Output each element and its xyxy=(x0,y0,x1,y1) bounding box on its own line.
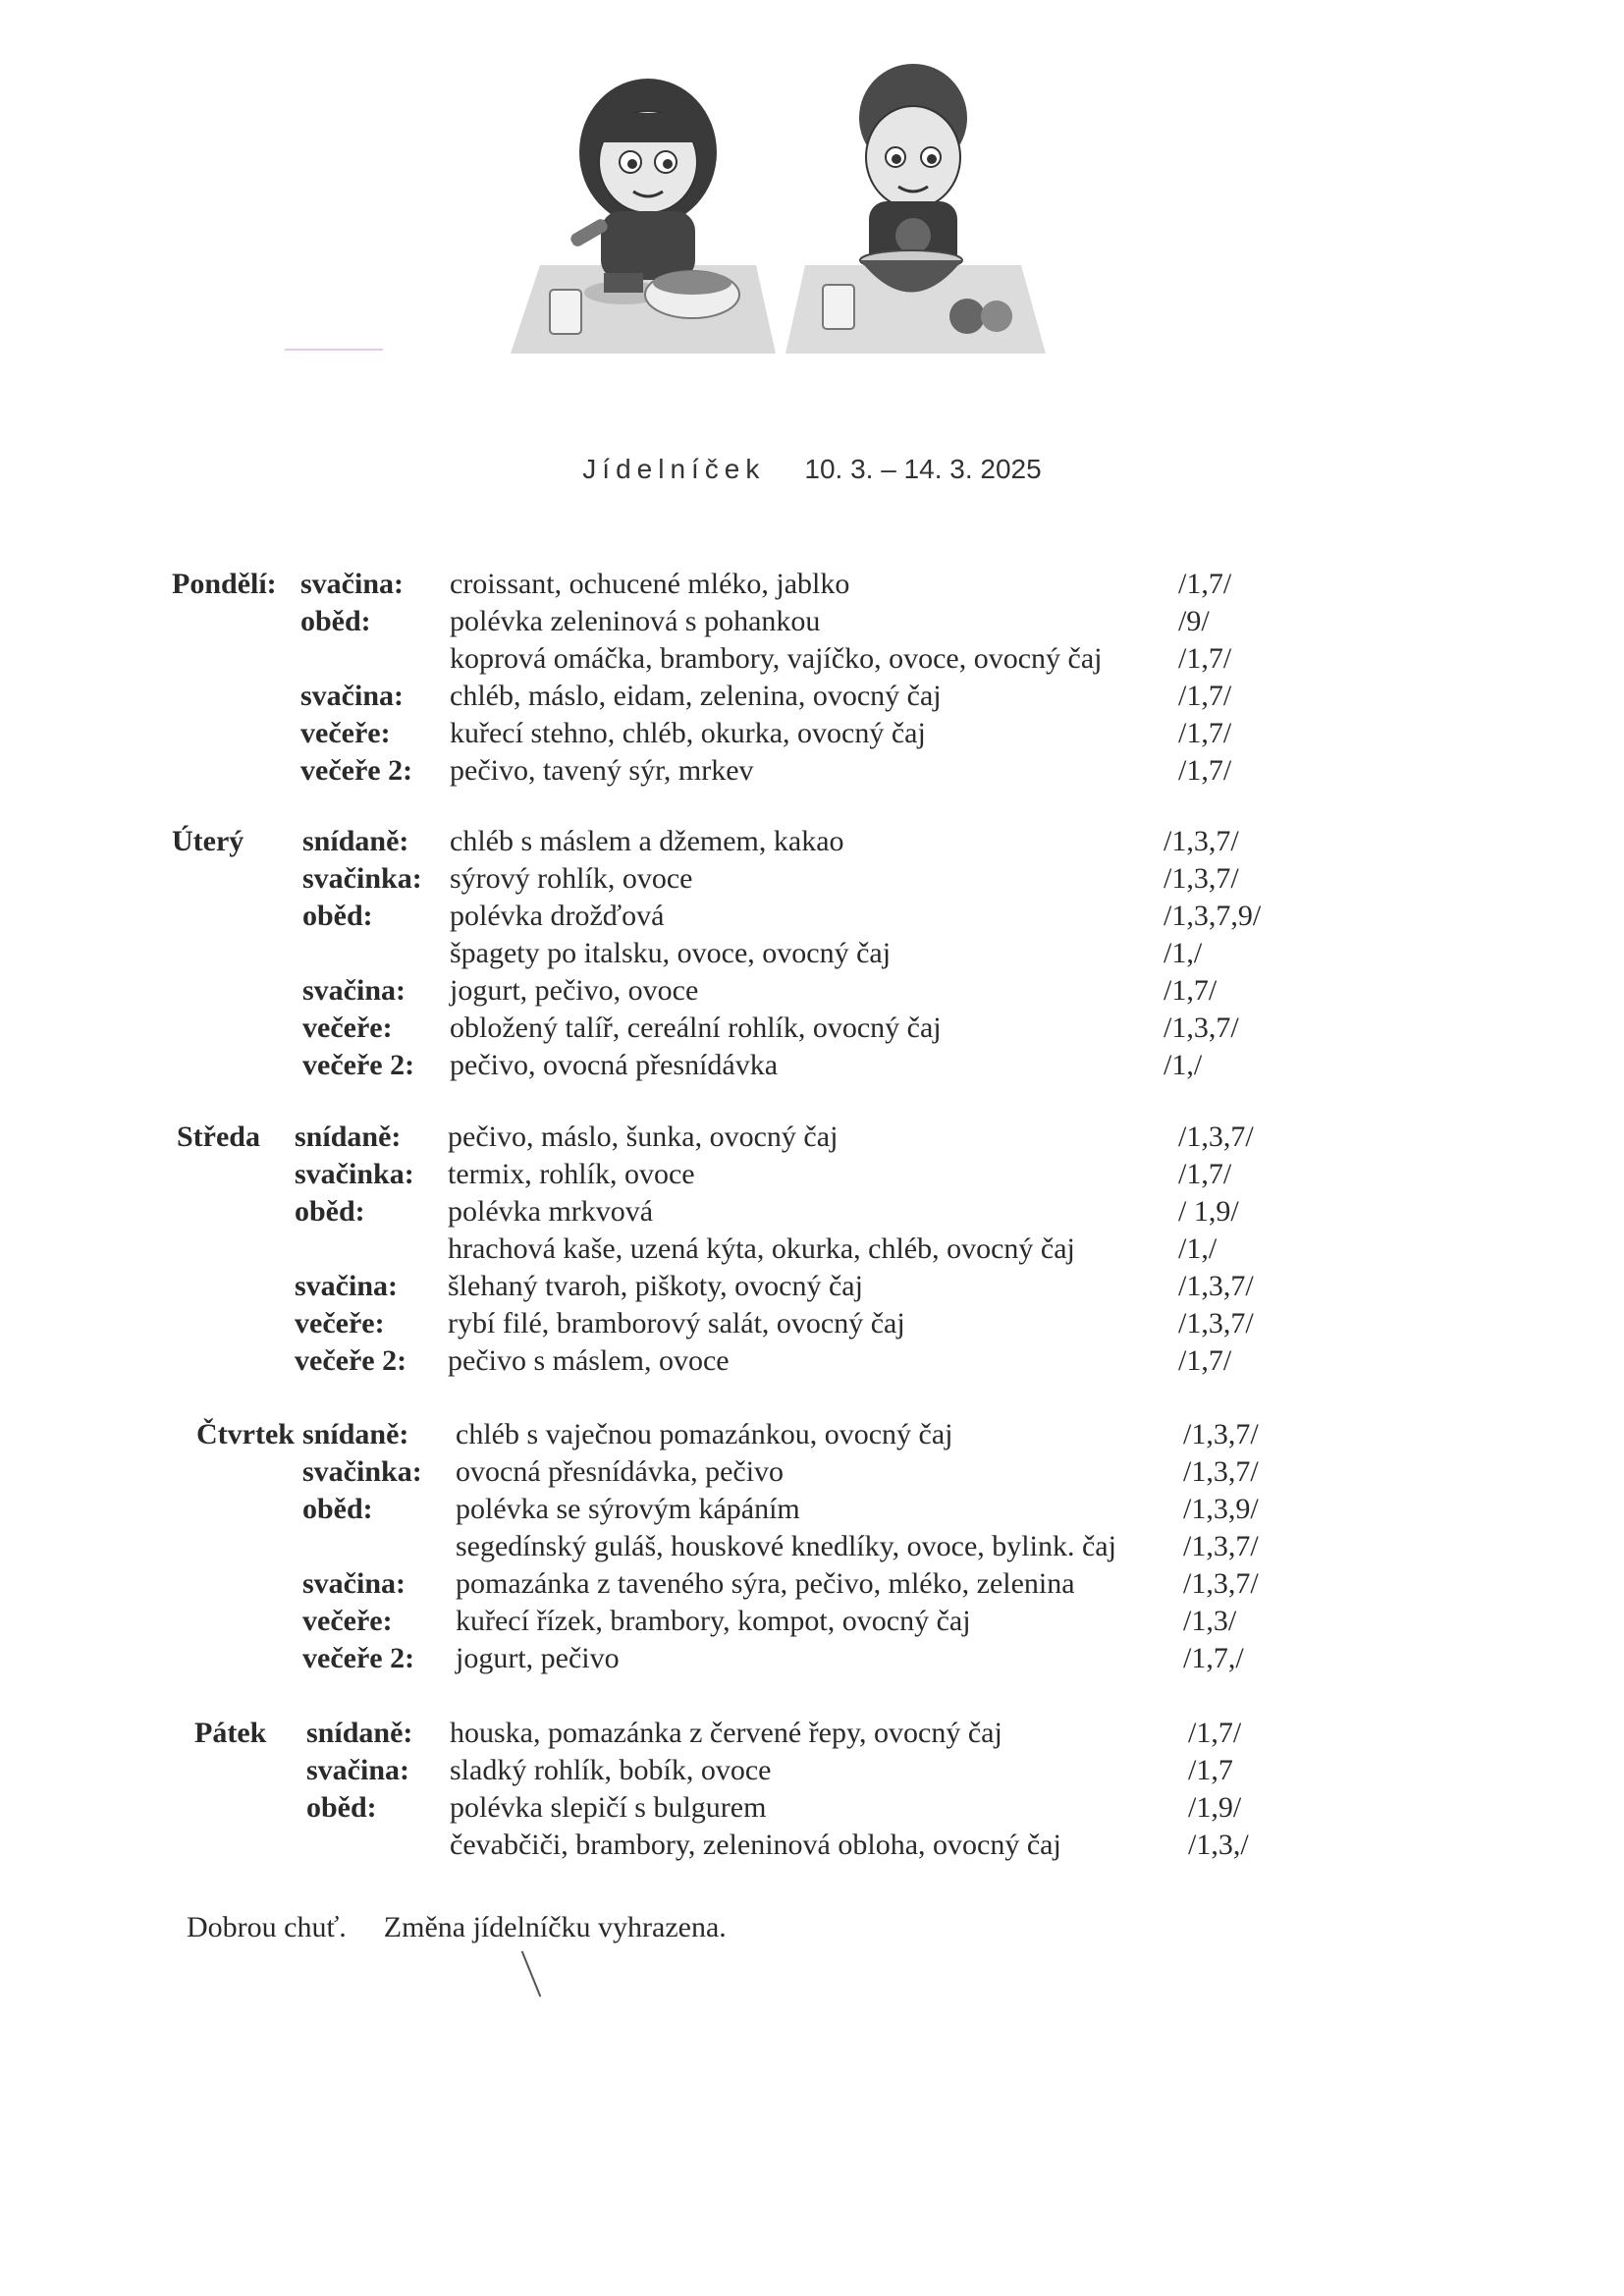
meal-label: oběd: xyxy=(300,605,371,637)
dish-text: jogurt, pečivo, ovoce xyxy=(450,974,699,1007)
title-word: Jídelníček xyxy=(582,454,766,484)
meal-label: oběd: xyxy=(302,900,373,932)
meal-label: oběd: xyxy=(306,1791,377,1824)
dish-text: sýrový rohlík, ovoce xyxy=(450,862,693,895)
girl-figure xyxy=(568,79,717,280)
allergen-codes: /1,3,7/ xyxy=(1178,1307,1254,1339)
meal-label: oběd: xyxy=(295,1195,365,1228)
pen-stroke xyxy=(521,1950,542,1996)
allergen-codes: /1,/ xyxy=(1164,937,1203,969)
meal-label: snídaně: xyxy=(302,825,409,857)
dish-text: šlehaný tvaroh, piškoty, ovocný čaj xyxy=(448,1270,863,1302)
dish-text: polévka mrkvová xyxy=(448,1195,654,1228)
allergen-codes: /1,3,9/ xyxy=(1183,1493,1259,1525)
meal-label: večeře: xyxy=(295,1307,385,1339)
allergen-codes: /1,3,7/ xyxy=(1183,1567,1259,1600)
dish-text: rybí filé, bramborový salát, ovocný čaj xyxy=(448,1307,905,1339)
allergen-codes: /1,3,/ xyxy=(1188,1829,1249,1861)
dish-text: čevabčiči, brambory, zeleninová obloha, ovocný čaj xyxy=(450,1829,1061,1861)
meal-label: večeře 2: xyxy=(302,1642,415,1674)
allergen-codes: /1,3,7/ xyxy=(1164,1011,1239,1044)
dish-text: pomazánka z taveného sýra, pečivo, mléko, zelenina xyxy=(456,1567,1075,1600)
dish-text: polévka drožďová xyxy=(450,900,665,932)
allergen-codes: /1,7/ xyxy=(1178,1158,1232,1190)
boy-figure xyxy=(859,64,967,275)
day-label: Pondělí: xyxy=(172,568,277,600)
meal-label: svačina: xyxy=(302,974,406,1007)
allergen-codes: /1,3,7/ xyxy=(1164,862,1239,895)
allergen-codes: /1,7/ xyxy=(1188,1717,1242,1749)
allergen-codes: /1,7/ xyxy=(1178,568,1232,600)
meal-label: snídaně: xyxy=(295,1121,402,1153)
dish-text: chléb s vaječnou pomazánkou, ovocný čaj xyxy=(456,1418,953,1450)
allergen-codes: /1,9/ xyxy=(1188,1791,1242,1824)
dish-text: polévka slepičí s bulgurem xyxy=(450,1791,767,1824)
dish-text: sladký rohlík, bobík, ovoce xyxy=(450,1754,772,1786)
allergen-codes: /1,7/ xyxy=(1164,974,1218,1007)
meal-label: večeře 2: xyxy=(295,1344,407,1377)
day-label: Čtvrtek xyxy=(196,1418,295,1450)
children-eating-illustration xyxy=(511,59,1060,363)
dish-text: chléb, máslo, eidam, zelenina, ovocný čaj xyxy=(450,680,942,712)
allergen-codes: /1,7,/ xyxy=(1183,1642,1244,1674)
dish-text: hrachová kaše, uzená kýta, okurka, chléb, ovocný čaj xyxy=(448,1232,1075,1265)
meal-label: snídaně: xyxy=(306,1717,413,1749)
allergen-codes: /1,7 xyxy=(1188,1754,1233,1786)
meal-label: snídaně: xyxy=(302,1418,409,1450)
greeting: Dobrou chuť. xyxy=(187,1911,347,1943)
dish-text: pečivo, ovocná přesnídávka xyxy=(450,1049,779,1081)
meal-label: svačina: xyxy=(302,1567,406,1600)
allergen-codes: /1,7/ xyxy=(1178,717,1232,749)
allergen-codes: /1,/ xyxy=(1178,1232,1218,1265)
dish-text: pečivo s máslem, ovoce xyxy=(448,1344,730,1377)
allergen-codes: /1,3/ xyxy=(1183,1605,1237,1637)
dish-text: kuřecí stehno, chléb, okurka, ovocný čaj xyxy=(450,717,926,749)
dish-text: pečivo, máslo, šunka, ovocný čaj xyxy=(448,1121,839,1153)
meal-label: svačinka: xyxy=(302,862,422,895)
allergen-codes: /1,3,7/ xyxy=(1183,1418,1259,1450)
meal-label: svačinka: xyxy=(295,1158,414,1190)
meal-label: večeře 2: xyxy=(302,1049,415,1081)
allergen-codes: /1,7/ xyxy=(1178,680,1232,712)
allergen-codes: /1,7/ xyxy=(1178,642,1232,675)
meal-label: večeře: xyxy=(300,717,391,749)
meal-label: svačina: xyxy=(300,680,404,712)
dish-text: polévka se sýrovým kápáním xyxy=(456,1493,800,1525)
meal-label: svačina: xyxy=(295,1270,398,1302)
meal-label: večeře: xyxy=(302,1011,393,1044)
dish-text: houska, pomazánka z červené řepy, ovocný čaj xyxy=(450,1717,1002,1749)
footer xyxy=(187,1911,764,1944)
stray-mark xyxy=(285,349,383,351)
allergen-codes: /9/ xyxy=(1178,605,1210,637)
meal-label: večeře: xyxy=(302,1605,393,1637)
dish-text: kuřecí řízek, brambory, kompot, ovocný čaj xyxy=(456,1605,971,1637)
day-label: Úterý xyxy=(172,825,244,857)
dish-text: croissant, ochucené mléko, jablko xyxy=(450,568,850,600)
allergen-codes: /1,3,7/ xyxy=(1183,1455,1259,1488)
allergen-codes: /1,7/ xyxy=(1178,1344,1232,1377)
day-label: Středa xyxy=(177,1121,260,1153)
allergen-codes: /1,3,7,9/ xyxy=(1164,900,1262,932)
allergen-codes: /1,7/ xyxy=(1178,754,1232,787)
meal-label: svačina: xyxy=(306,1754,409,1786)
meal-label: oběd: xyxy=(302,1493,373,1525)
dish-text: segedínský guláš, houskové knedlíky, ovoce, bylink. čaj xyxy=(456,1530,1116,1562)
dish-text: pečivo, tavený sýr, mrkev xyxy=(450,754,754,787)
meal-label: svačina: xyxy=(300,568,404,600)
meal-label: večeře 2: xyxy=(300,754,413,787)
dish-text: jogurt, pečivo xyxy=(456,1642,620,1674)
day-label: Pátek xyxy=(194,1717,267,1749)
allergen-codes: /1,3,7/ xyxy=(1178,1270,1254,1302)
allergen-codes: /1,3,7/ xyxy=(1178,1121,1254,1153)
menu-change-note: Změna jídelníčku vyhrazena. xyxy=(383,1911,727,1943)
allergen-codes: /1,/ xyxy=(1164,1049,1203,1081)
dish-text: koprová omáčka, brambory, vajíčko, ovoce, ovocný čaj xyxy=(450,642,1103,675)
dish-text: ovocná přesnídávka, pečivo xyxy=(456,1455,785,1488)
meal-label: svačinka: xyxy=(302,1455,422,1488)
dish-text: polévka zeleninová s pohankou xyxy=(450,605,821,637)
menu-title xyxy=(0,454,1624,485)
dish-text: termix, rohlík, ovoce xyxy=(448,1158,695,1190)
allergen-codes: /1,3,7/ xyxy=(1164,825,1239,857)
dish-text: chléb s máslem a džemem, kakao xyxy=(450,825,844,857)
date-range: 10. 3. – 14. 3. 2025 xyxy=(804,454,1042,484)
dish-text: obložený talíř, cereální rohlík, ovocný čaj xyxy=(450,1011,942,1044)
allergen-codes: / 1,9/ xyxy=(1178,1195,1239,1228)
allergen-codes: /1,3,7/ xyxy=(1183,1530,1259,1562)
dish-text: špagety po italsku, ovoce, ovocný čaj xyxy=(450,937,892,969)
